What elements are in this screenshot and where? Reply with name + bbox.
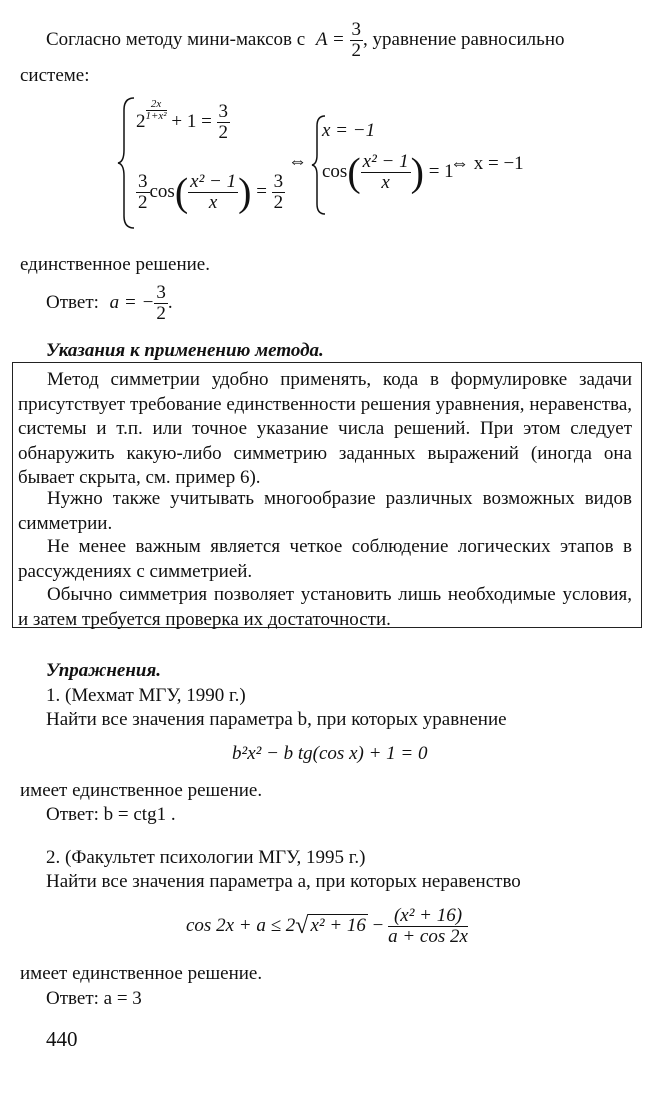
intro-text-before: Согласно методу мини-максов с — [46, 28, 306, 50]
eq2-arg-den: x — [208, 191, 218, 213]
intro-text-after: , уравнение равносильно — [363, 28, 565, 50]
ex2-frac — [388, 906, 468, 947]
ex1-title: 1. (Мехмат МГУ, 1990 г.) — [46, 685, 246, 706]
intro-a-expr: A = — [315, 28, 345, 50]
eq2-coef — [136, 172, 150, 213]
eq1-exponent — [146, 98, 167, 123]
eq1-exp-den: 1+x² — [145, 110, 167, 123]
answer-1-den: 2 — [156, 302, 166, 324]
eq2-rhs — [272, 172, 286, 213]
hints-paragraph-3: Не менее важным является четкое соблюдение логических этапов в рассуждениях с симметрией. — [18, 536, 632, 582]
eq1-rhs-num: 3 — [218, 101, 229, 122]
sys2-cos: cos — [322, 160, 348, 182]
hints-paragraph-1: Метод симметрии удобно применять, кода в формулировке задачи присутствует требование единственности решения уравнения, неравенства, системы и т.п. или точное указание числа решений. При этом следует обнаружить какую-либо симметрию заданных выражений (иногда она бывает скрыта, см. пример 6). — [18, 369, 632, 488]
eq1-base: 2 — [136, 110, 146, 132]
exercises-heading: Упражнения. — [46, 660, 161, 681]
hints-heading: Указания к применению метода. — [46, 340, 324, 361]
system-eq2 — [136, 169, 285, 215]
ex2-frac-num: (x² + 16) — [388, 906, 468, 927]
sqrt-icon: √ — [295, 912, 309, 939]
ex2-lhs: cos 2x + a ≤ 2 — [186, 914, 296, 936]
answer-1 — [46, 283, 173, 324]
eq1-rest: + 1 = — [171, 110, 212, 132]
ex2-task: Найти все значения параметра a, при которых неравенство — [46, 871, 521, 892]
iff-2: ⇔ x = −1 — [450, 153, 524, 174]
sys2-rhs: = 1 — [428, 160, 454, 182]
eq2-arg-num: x² − 1 — [190, 171, 237, 192]
ex2-title: 2. (Факультет психологии МГУ, 1995 г.) — [46, 847, 366, 868]
eq1-exp-num: 2x — [146, 99, 167, 112]
eq1-rhs-den: 2 — [218, 121, 229, 143]
eq1-rhs — [217, 102, 231, 143]
ex2-sqrt: x² + 16 — [310, 914, 366, 936]
eq2-cos: cos — [149, 180, 175, 202]
eq2-rhs-num: 3 — [273, 171, 284, 192]
sys2-arg-den: x — [381, 171, 390, 193]
intro-a-fraction — [350, 20, 364, 61]
intro-a-den: 2 — [351, 39, 362, 61]
ex2-after: имеет единственное решение. — [20, 963, 263, 984]
sys2-eq1: x = −1 — [322, 120, 376, 141]
hints-paragraph-4: Обычно симметрия позволяет установить лишь необходимые условия, и затем требуется проверка их достаточности. — [18, 584, 632, 630]
ex2-answer: Ответ: a = 3 — [46, 988, 142, 1009]
sys2-arg-num: x² − 1 — [362, 151, 409, 172]
eq2-paren-close: ) — [238, 169, 252, 215]
ex1-task: Найти все значения параметра b, при которых уравнение — [46, 709, 507, 730]
system-left-brace — [116, 96, 138, 235]
hints-paragraph-2: Нужно также учитывать многообразие различных возможных видов симметрии. — [18, 488, 632, 534]
intro-line — [46, 20, 565, 61]
intro-line2: системе: — [20, 65, 90, 86]
ex1-after: имеет единственное решение. — [20, 780, 263, 801]
eq2-eq: = — [256, 180, 267, 202]
sys2-eq2 — [322, 149, 454, 195]
sys2-arg — [361, 152, 411, 193]
intro-a-num: 3 — [351, 19, 362, 40]
unique-solution-text: единственное решение. — [20, 254, 210, 275]
eq2-paren-open: ( — [174, 169, 189, 215]
answer-1-tail: . — [167, 291, 173, 313]
eq2-arg — [188, 172, 238, 213]
answer-1-expr: a = − — [109, 291, 155, 313]
eq2-coef-den: 2 — [138, 191, 148, 213]
eq2-rhs-den: 2 — [273, 191, 284, 213]
ex1-equation: b²x² − b tg(cos x) + 1 = 0 — [232, 743, 428, 764]
iff-1: ⇔ — [288, 151, 307, 172]
page-number: 440 — [46, 1027, 78, 1051]
ex2-frac-den: a + cos 2x — [388, 925, 468, 947]
sys2-paren-open: ( — [347, 149, 361, 195]
system-eq1 — [136, 97, 230, 143]
answer-1-label: Ответ: — [46, 291, 99, 313]
ex1-answer: Ответ: b = ctg1 . — [46, 804, 176, 825]
ex2-inequality — [186, 906, 468, 947]
answer-1-frac — [154, 283, 168, 324]
eq2-coef-num: 3 — [138, 171, 148, 192]
sys2-paren-close: ) — [410, 149, 424, 195]
answer-1-num: 3 — [156, 282, 166, 303]
left-brace-icon — [116, 96, 138, 230]
ex2-minus: − — [372, 914, 384, 936]
eq1-exp-frac — [146, 99, 167, 123]
